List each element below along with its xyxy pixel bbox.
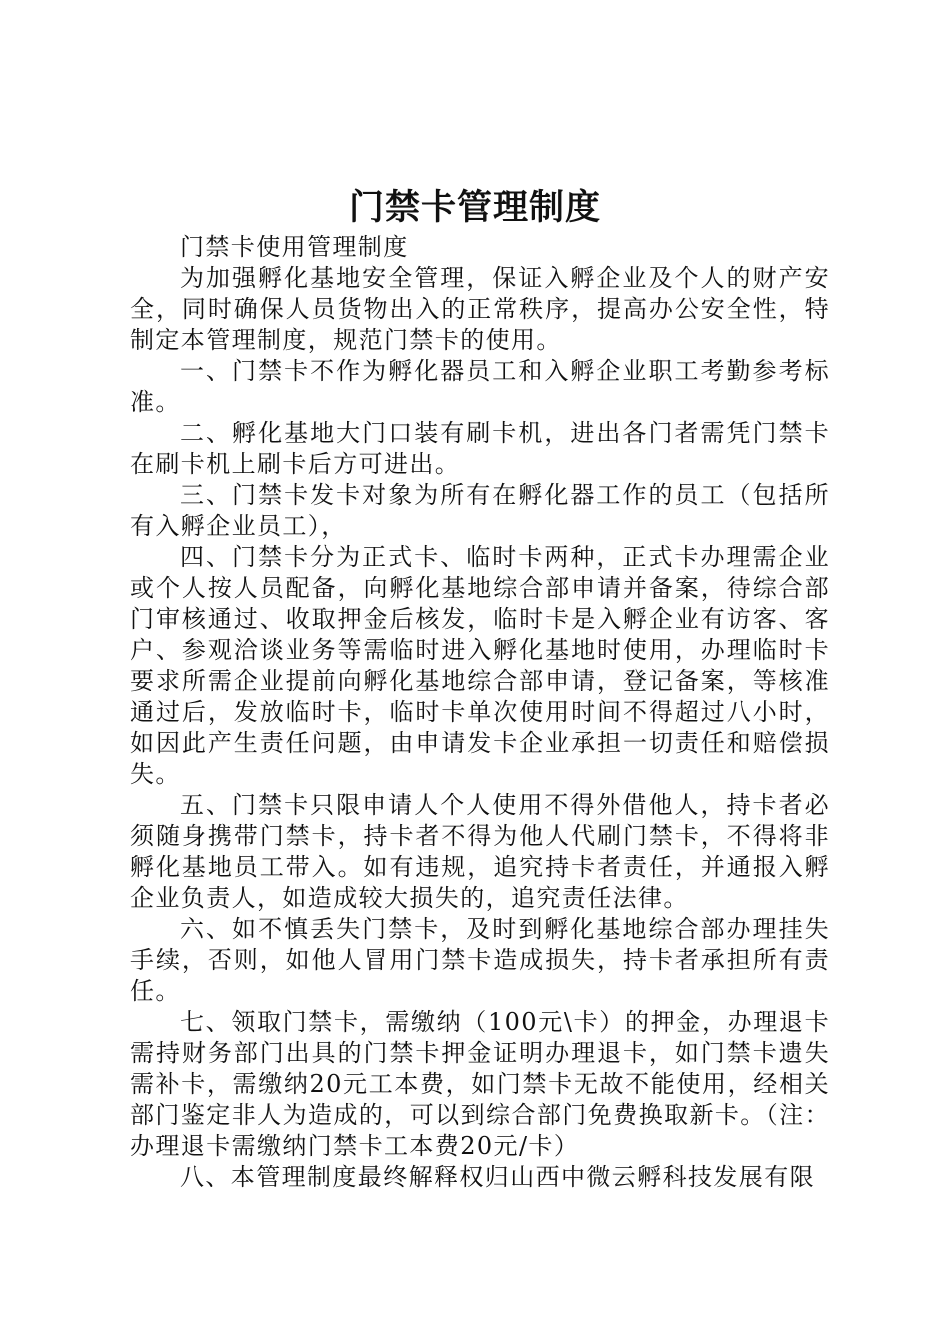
paragraph-rule-5: 五、门禁卡只限申请人个人使用不得外借他人，持卡者必须随身携带门禁卡，持卡者不得为他人代刷门禁卡，不得将非孵化基地员工带入。如有违规，追究持卡者责任，并通报入孵企业负责人，如造成较大损失的，追究责任法律。 [130, 791, 830, 912]
paragraph-intro: 为加强孵化基地安全管理，保证入孵企业及个人的财产安全，同时确保人员货物出入的正常秩序，提高办公安全性，特制定本管理制度，规范门禁卡的使用。 [130, 264, 830, 354]
paragraph-rule-7: 七、领取门禁卡，需缴纳（100元\卡）的押金，办理退卡需持财务部门出具的门禁卡押金证明办理退卡，如门禁卡遗失需补卡，需缴纳20元工本费，如门禁卡无故不能使用，经相关部门鉴定非人为造成的，可以到综合部门免费换取新卡。（注：办理退卡需缴纳门禁卡工本费20元/卡） [130, 1008, 830, 1160]
paragraph-subtitle: 门禁卡使用管理制度 [180, 233, 409, 261]
document-title: 门禁卡管理制度 [348, 188, 601, 228]
paragraph-rule-6: 六、如不慎丢失门禁卡，及时到孵化基地综合部办理挂失手续，否则，如他人冒用门禁卡造成损失，持卡者承担所有责任。 [130, 915, 830, 1005]
paragraph-rule-2: 二、孵化基地大门口装有刷卡机，进出各门者需凭门禁卡在刷卡机上刷卡后方可进出。 [130, 419, 830, 478]
paragraph-rule-8: 八、本管理制度最终解释权归山西中微云孵科技发展有限 [180, 1163, 815, 1191]
document-body [130, 232, 830, 1193]
paragraph-rule-3: 三、门禁卡发卡对象为所有在孵化器工作的员工（包括所有入孵企业员工）， [130, 481, 830, 540]
paragraph-rule-4: 四、门禁卡分为正式卡、临时卡两种，正式卡办理需企业或个人按人员配备，向孵化基地综合部申请并备案，待综合部门审核通过、收取押金后核发，临时卡是入孵企业有访客、客户、参观洽谈业务等需临时进入孵化基地时使用，办理临时卡要求所需企业提前向孵化基地综合部申请，登记备案，等核准通过后，发放临时卡，临时卡单次使用时间不得超过八小时，如因此产生责任问题，由申请发卡企业承担一切责任和赔偿损失。 [130, 543, 830, 788]
paragraph-rule-1: 一、门禁卡不作为孵化器员工和入孵企业职工考勤参考标准。 [130, 357, 830, 416]
